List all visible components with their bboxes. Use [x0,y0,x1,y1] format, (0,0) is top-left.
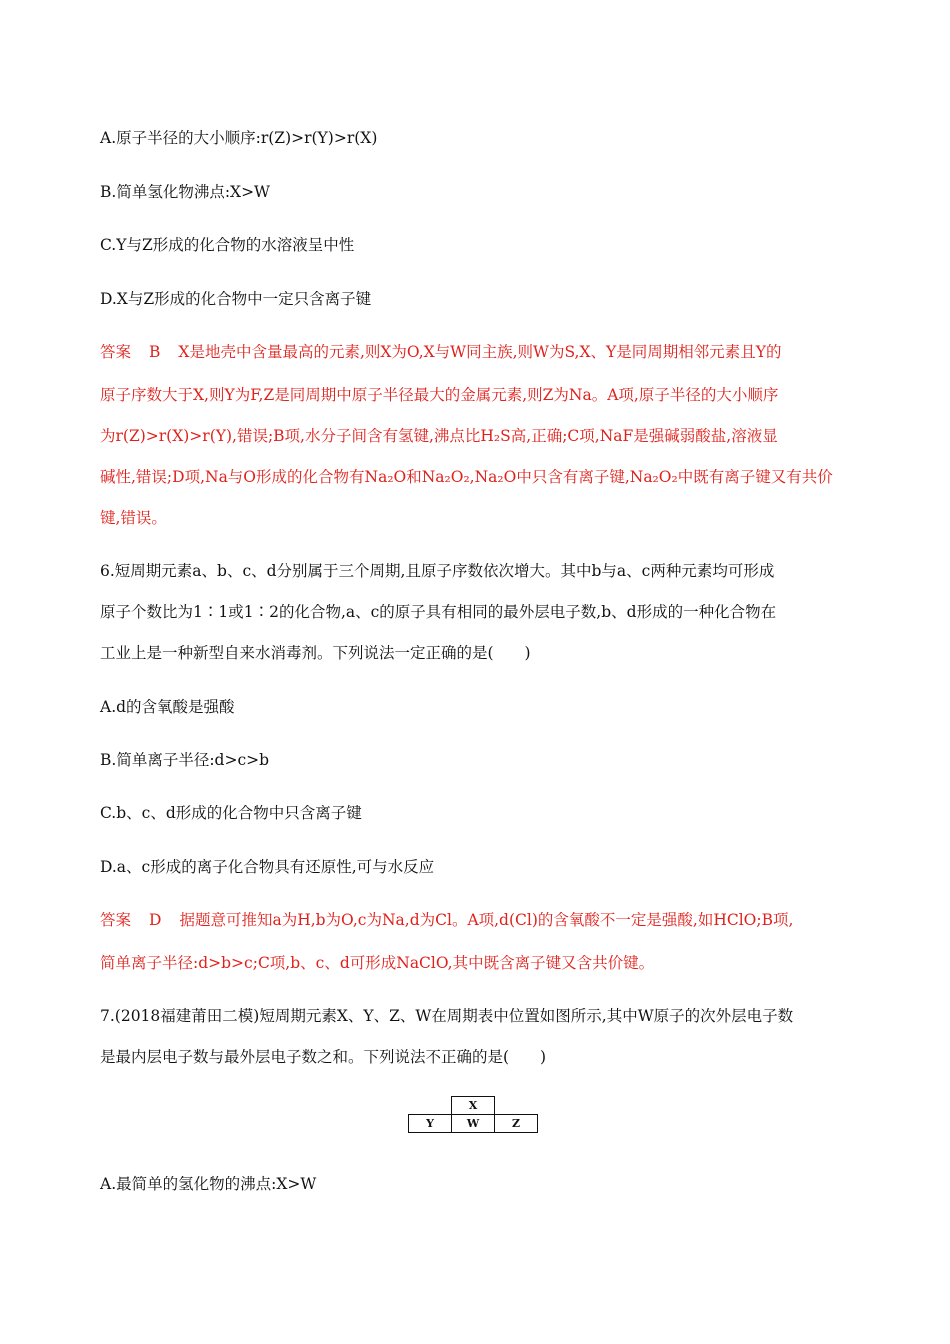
cell-w: W [452,1115,495,1133]
q6-answer-line-1 [100,910,793,930]
q5-answer-text-1: X是地壳中含量最高的元素,则X为O,X与W同主族,则W为S,X、Y是同周期相邻元素且Y的 [178,343,782,361]
q7-stem-line-2: 是最内层电子数与最外层电子数之和。下列说法不正确的是( ) [100,1048,547,1066]
q5-answer-line-1 [100,342,781,362]
q6-answer-text-1: 据题意可推知a为H,b为O,c为Na,d为Cl。A项,d(Cl)的含氧酸不一定是强酸,如HClO;B项, [179,911,794,929]
q5-answer-line-3: 为r(Z)>r(X)>r(Y),错误;B项,水分子间含有氢键,沸点比H₂S高,正确;C项,NaF是强碱弱酸盐,溶液显 [100,427,778,445]
q5-answer-label: 答案 [100,343,132,361]
q6-answer-label: 答案 [100,911,132,929]
q7-option-a: A.最简单的氢化物的沸点:X>W [100,1175,317,1193]
q6-answer-line-2: 简单离子半径:d>b>c;C项,b、c、d可形成NaClO,其中既含离子键又含共价键。 [100,954,655,972]
q6-option-b: B.简单离子半径:d>c>b [100,751,270,769]
q6-stem-line-1: 6.短周期元素a、b、c、d分别属于三个周期,且原子序数依次增大。其中b与a、c两种元素均可形成 [100,562,775,580]
q5-option-c: C.Y与Z形成的化合物的水溶液呈中性 [100,236,355,254]
cell-x: X [452,1097,495,1115]
table-empty-cell [495,1097,538,1115]
cell-z: Z [495,1115,538,1133]
q6-option-d: D.a、c形成的离子化合物具有还原性,可与水反应 [100,858,435,876]
cell-y: Y [409,1115,452,1133]
q7-stem-line-1: 7.(2018福建莆田二模)短周期元素X、Y、Z、W在周期表中位置如图所示,其中W原子的次外层电子数 [100,1007,794,1025]
q5-answer-choice: B [149,343,161,361]
q5-option-b: B.简单氢化物沸点:X>W [100,183,270,201]
q6-stem-line-2: 原子个数比为1∶1或1∶2的化合物,a、c的原子具有相同的最外层电子数,b、d形成的一种化合物在 [100,603,777,621]
q5-answer-line-2: 原子序数大于X,则Y为F,Z是同周期中原子半径最大的金属元素,则Z为Na。A项,原子半径的大小顺序 [100,386,779,404]
q5-answer-line-5: 键,错误。 [100,509,167,527]
table-empty-cell [409,1097,452,1115]
q6-stem-line-3: 工业上是一种新型自来水消毒剂。下列说法一定正确的是( ) [100,644,531,662]
q5-option-a: A.原子半径的大小顺序:r(Z)>r(Y)>r(X) [100,129,378,147]
q6-option-c: C.b、c、d形成的化合物中只含离子键 [100,804,362,822]
q5-answer-line-4: 碱性,错误;D项,Na与O形成的化合物有Na₂O和Na₂O₂,Na₂O中只含有离子键,Na₂O₂中既有离子键又有共价 [100,468,833,486]
q6-answer-choice: D [149,911,162,929]
periodic-table-fragment [408,1096,538,1133]
q6-option-a: A.d的含氧酸是强酸 [100,698,235,716]
q5-option-d: D.X与Z形成的化合物中一定只含离子键 [100,290,372,308]
